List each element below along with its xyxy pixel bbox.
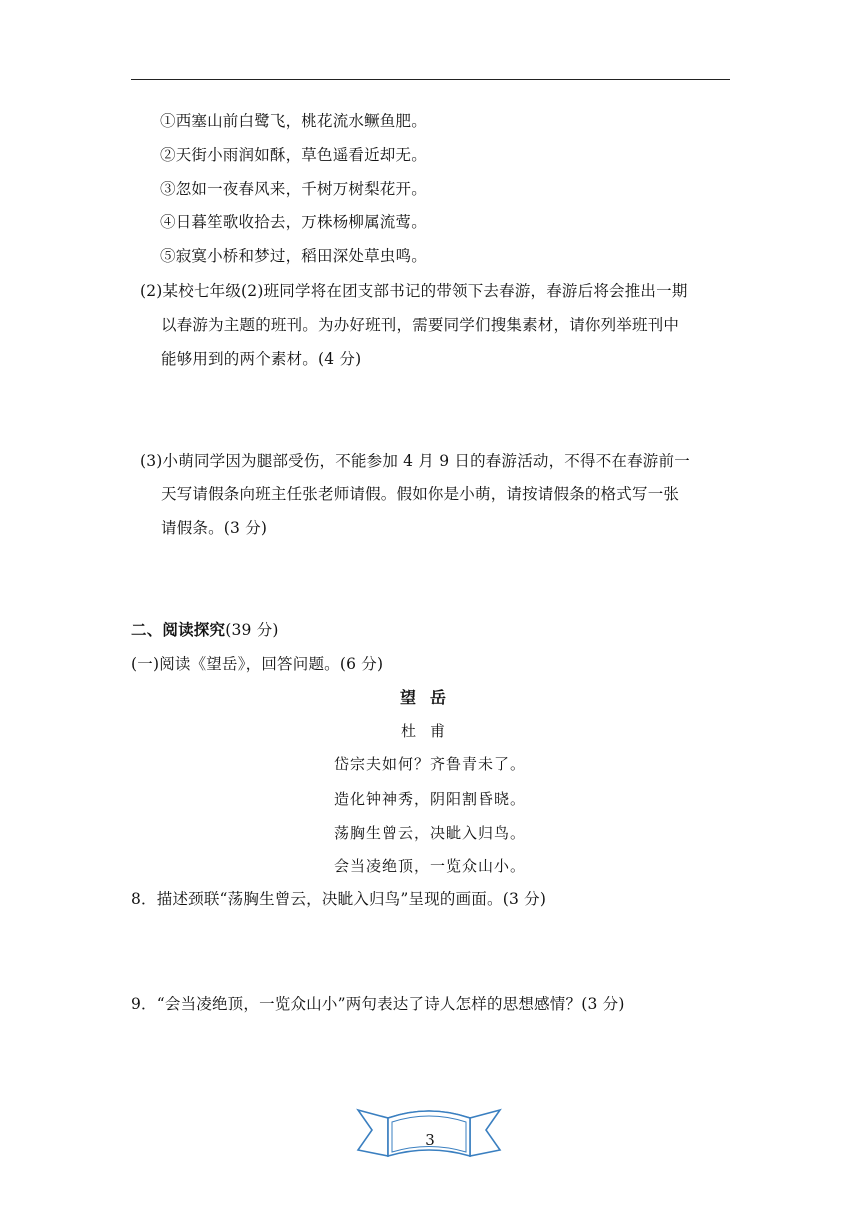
poem-option-1: ①西塞山前白鹭飞，桃花流水鳜鱼肥。 (160, 112, 427, 130)
poem-title: 望岳 (399, 688, 460, 707)
question-3-line-3: 请假条。(3 分) (161, 519, 268, 537)
poem-line-4: 会当凌绝顶，一览众山小。 (333, 857, 526, 875)
question-8: 8．描述颈联“荡胸生曾云，决眦入归鸟”呈现的画面。(3 分) (131, 890, 547, 908)
poem-author: 杜甫 (400, 722, 459, 740)
poem-option-2: ②天街小雨润如酥，草色遥看近却无。 (160, 146, 427, 164)
question-3-line-1: (3)小萌同学因为腿部受伤，不能参加 4 月 9 日的春游活动，不得不在春游前一 (140, 452, 690, 470)
section-2-title: 二、阅读探究 (131, 621, 226, 639)
poem-option-4: ④日暮笙歌收拾去，万株杨柳属流莺。 (160, 213, 427, 231)
poem-line-3: 荡胸生曾云，决眦入归鸟。 (333, 824, 526, 842)
question-2-line-1: (2)某校七年级(2)班同学将在团支部书记的带领下去春游，春游后将会推出一期 (140, 282, 688, 300)
question-9: 9．“会当凌绝顶，一览众山小”两句表达了诗人怎样的思想感情？(3 分) (131, 995, 625, 1013)
header-rule (131, 79, 730, 80)
section-2-sub-intro: (一)阅读《望岳》，回答问题。(6 分) (131, 655, 384, 673)
poem-line-1: 岱宗夫如何？齐鲁青未了。 (333, 755, 526, 773)
question-3-line-2: 天写请假条向班主任张老师请假。假如你是小萌，请按请假条的格式写一张 (161, 485, 680, 503)
question-2-line-2: 以春游为主题的班刊。为办好班刊，需要同学们搜集素材，请你列举班刊中 (161, 316, 680, 334)
poem-line-2: 造化钟神秀，阴阳割昏晓。 (333, 790, 526, 808)
section-2-heading (131, 620, 279, 640)
section-2-score: (39 分) (225, 621, 279, 639)
poem-option-3: ③忽如一夜春风来，千树万树梨花开。 (160, 180, 427, 198)
question-2-line-3: 能够用到的两个素材。(4 分) (161, 350, 362, 368)
page-number: 3 (425, 1131, 435, 1149)
poem-option-5: ⑤寂寞小桥和梦过，稻田深处草虫鸣。 (160, 247, 427, 265)
